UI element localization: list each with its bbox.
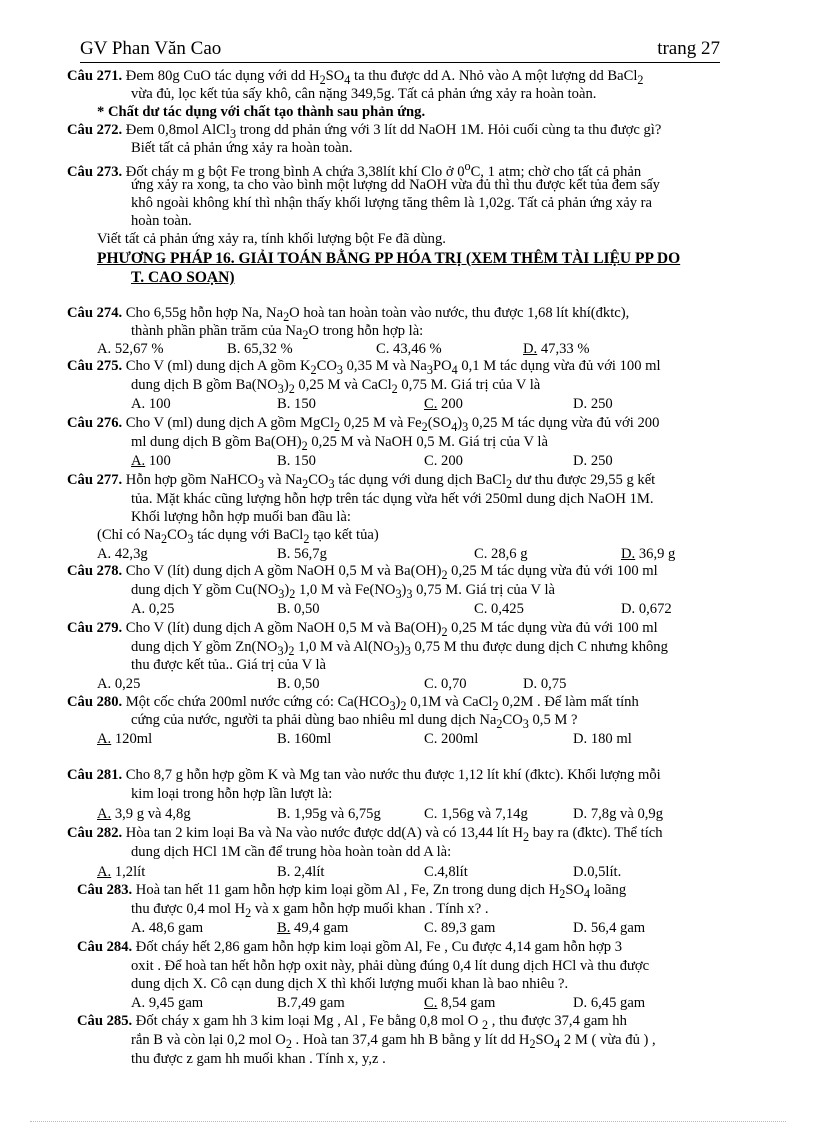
answer-option: C. 200 <box>424 396 463 412</box>
question-text-line: * Chất dư tác dụng với chất tạo thành sau phản ứng. <box>97 104 426 120</box>
answer-option: B. 0,50 <box>277 601 320 617</box>
question-text-line: Câu 283. Hoà tan hết 11 gam hỗn hợp kim loại gồm Al , Fe, Zn trong dung dịch $H_2SO_4$ loãng <box>77 882 627 901</box>
question-text-line: Câu 273. Đốt cháy m g bột Fe trong bình A chứa 3,38lít khí Clo ở 0$^o$C, 1 atm; chờ cho tất cả phản <box>67 159 642 180</box>
question-text-line: Khối lượng hỗn hợp muối ban đầu là: <box>131 509 351 525</box>
answer-option: D. 250 <box>573 453 613 469</box>
question-text-line: (Chỉ có $Na_2CO_3$ tác dụng với BaCl$_2$ tạo kết tủa) <box>97 527 379 546</box>
question-text-line: vừa đủ, lọc kết tủa sấy khô, cân nặng 349,5g. Tất cả phản ứng xảy ra hoàn toàn. <box>131 86 597 102</box>
question-text-line: Câu 282. Hòa tan 2 kim loại Ba và Na vào nước được dd(A) và có 13,44 lít $H_2$ bay ra (đktc). Thể tích <box>67 825 663 844</box>
question-text-line: dung dịch Y gồm $Cu(NO_3)_2$ 1,0 M và $Fe(NO_3)_3$ 0,75 M. Giá trị của V là <box>131 582 556 601</box>
answer-option: D. 47,33 % <box>523 341 590 357</box>
question-text-line: oxit . Để hoà tan hết hỗn hợp oxit này, phải dùng đúng 0,4 lít dung dịch HCl và thu được <box>131 958 650 974</box>
question-text-line: dung dịch HCl 1M cần để trung hòa hoàn toàn dd A là: <box>131 844 452 860</box>
question-text-line: Câu 280. Một cốc chứa 200ml nước cứng có: $Ca(HCO_3)_2$ 0,1M và CaCl$_2$ 0,2M . Để làm mất tính <box>67 694 639 713</box>
answer-option: D. 6,45 gam <box>573 995 646 1011</box>
answer-option: A. 120ml <box>97 731 153 747</box>
section-heading: PHƯƠNG PHÁP 16. GIẢI TOÁN BẰNG PP HÓA TRỊ (XEM THÊM TÀI LIỆU PP DO <box>97 250 681 267</box>
answer-option: B. 65,32 % <box>227 341 293 357</box>
question-text-line: Câu 277. Hỗn hợp gồm NaHCO$_3$ và $Na_2CO_3$ tác dụng với dung dịch BaCl$_2$ dư thu được 29,55 g kết <box>67 472 656 491</box>
question-text-line: Câu 272. Đem 0,8mol AlCl$_3$ trong dd phản ứng với 3 lít dd NaOH 1M. Hỏi cuối cùng ta thu được gì? <box>67 122 662 141</box>
answer-option: A. 9,45 gam <box>131 995 204 1011</box>
answer-option: D. 0,75 <box>523 676 567 692</box>
question-text-line: Câu 276. Cho V (ml) dung dịch A gồm MgCl$_2$ 0,25 M và $Fe_2(SO_4)_3$ 0,25 M tác dụng vừa đủ với 200 <box>67 415 660 434</box>
answer-option: C. 1,56g và 7,14g <box>424 806 528 822</box>
question-text-line: cứng của nước, người ta phải dùng bao nhiêu ml dung dịch $Na_2CO_3$ 0,5 M ? <box>131 712 578 731</box>
answer-option: A. 0,25 <box>97 676 141 692</box>
question-text-line: thành phần phần trăm của $Na_2O$ trong hỗn hợp là: <box>131 323 424 342</box>
answer-option: C. 0,425 <box>474 601 524 617</box>
answer-option: D. 7,8g và 0,9g <box>573 806 663 822</box>
answer-option: D. 56,4 gam <box>573 920 646 936</box>
question-text-line: ứng xảy ra xong, ta cho vào bình một lượng dd NaOH vừa đủ thì thu được kết tủa đem sấy <box>131 177 660 193</box>
answer-option: D. 180 ml <box>573 731 632 747</box>
answer-option: D. 0,672 <box>621 601 672 617</box>
question-text-line: khô ngoài không khí thì nhận thấy khối lượng tăng thêm là 1,02g. Tất cả phản ứng xảy ra <box>131 195 652 211</box>
bottom-divider <box>30 1121 786 1122</box>
answer-option: B. 160ml <box>277 731 332 747</box>
answer-option: B. 0,50 <box>277 676 320 692</box>
question-text-line: Câu 278. Cho V (lít) dung dịch A gồm NaOH 0,5 M và $Ba(OH)_2$ 0,25 M tác dụng vừa đủ với 100 ml <box>67 563 658 582</box>
answer-option: A. 52,67 % <box>97 341 164 357</box>
question-text-line: Câu 281. Cho 8,7 g hỗn hợp gồm K và Mg tan vào nước thu được 1,12 lít khí (đktc). Khối lượng mỗi <box>67 767 661 783</box>
answer-option: B. 150 <box>277 396 316 412</box>
answer-option: B. 49,4 gam <box>277 920 349 936</box>
answer-option: A. 100 <box>131 396 171 412</box>
answer-option: B. 150 <box>277 453 316 469</box>
answer-option: A. 48,6 gam <box>131 920 204 936</box>
answer-option: B. 1,95g và 6,75g <box>277 806 381 822</box>
answer-option: B.7,49 gam <box>277 995 345 1011</box>
question-text-line: Biết tất cả phản ứng xảy ra hoàn toàn. <box>131 140 353 156</box>
question-text-line: hoàn toàn. <box>131 213 192 229</box>
answer-option: D.0,5lít. <box>573 864 622 880</box>
question-text-line: dung dịch B gồm $Ba(NO_3)_2$ 0,25 M và CaCl$_2$ 0,75 M. Giá trị của V là <box>131 377 541 396</box>
answer-option: B. 56,7g <box>277 546 327 562</box>
section-heading: T. CAO SOẠN) <box>131 269 235 286</box>
answer-option: C. 0,70 <box>424 676 467 692</box>
question-text-line: thu được z gam hh muối khan . Tính x, y,z . <box>131 1051 386 1067</box>
answer-option: C. 28,6 g <box>474 546 528 562</box>
answer-option: C. 200ml <box>424 731 479 747</box>
question-text-line: Câu 279. Cho V (lít) dung dịch A gồm NaOH 0,5 M và $Ba(OH)_2$ 0,25 M tác dụng vừa đủ với 100 ml <box>67 620 658 639</box>
answer-option: A. 3,9 g và 4,8g <box>97 806 191 822</box>
page-header <box>80 40 720 63</box>
answer-option: A. 42,3g <box>97 546 148 562</box>
question-text-line: kim loại trong hỗn hợp lần lượt là: <box>131 786 333 802</box>
answer-option: B. 2,4lít <box>277 864 325 880</box>
question-text-line: thu được 0,4 mol $H_2$ và x gam hỗn hợp muối khan . Tính x? . <box>131 901 489 920</box>
question-text-line: Câu 284. Đốt cháy hết 2,86 gam hỗn hợp kim loại gồm Al, Fe , Cu được 4,14 gam hỗn hợp 3 <box>77 939 623 955</box>
answer-option: C.4,8lít <box>424 864 468 880</box>
answer-option: D. 250 <box>573 396 613 412</box>
author-name: GV Phan Văn Cao <box>80 38 222 59</box>
question-text-line: Câu 274. Cho 6,55g hỗn hợp Na, $Na_2O$ hoà tan hoàn toàn vào nước, thu được 1,68 lít khí(đktc), <box>67 305 630 324</box>
answer-option: C. 89,3 gam <box>424 920 496 936</box>
answer-option: A. 0,25 <box>131 601 175 617</box>
answer-option: D. 36,9 g <box>621 546 676 562</box>
question-text-line: dung dịch Y gồm $Zn(NO_3)_2$ 1,0 M và $Al(NO_3)_3$ 0,75 M thu được dung dịch C nhưng không <box>131 639 668 658</box>
question-text-line: Câu 285. Đốt cháy x gam hh 3 kim loại Mg , Al , Fe bằng 0,8 mol O $_2$ , thu được 37,4 gam hh <box>77 1013 627 1032</box>
question-text-line: Câu 275. Cho V (ml) dung dịch A gồm $K_2CO_3$ 0,35 M và $Na_3PO_4$ 0,1 M tác dụng vừa đủ với 100 ml <box>67 358 661 377</box>
answer-option: A. 1,2lít <box>97 864 146 880</box>
question-text-line: ml dung dịch B gồm $Ba(OH)_2$ 0,25 M và NaOH 0,5 M. Giá trị của V là <box>131 434 548 453</box>
question-text-line: tủa. Mặt khác cũng lượng hỗn hợp trên tác dụng vừa hết với 250ml dung dịch NaOH 1M. <box>131 491 654 507</box>
question-text-line: thu được kết tủa.. Giá trị của V là <box>131 657 327 673</box>
question-text-line: dung dịch X. Cô cạn dung dịch X thì khối lượng muối khan là bao nhiêu ?. <box>131 976 569 992</box>
answer-option: A. 100 <box>131 453 171 469</box>
answer-option: C. 43,46 % <box>376 341 442 357</box>
answer-option: C. 8,54 gam <box>424 995 496 1011</box>
question-text-line: Câu 271. Đem 80g CuO tác dụng với dd $H_2SO_4$ ta thu được dd A. Nhỏ vào A một lượng dd BaCl$_2$ <box>67 68 644 87</box>
question-text-line: Viết tất cả phản ứng xảy ra, tính khối lượng bột Fe đã dùng. <box>97 231 446 247</box>
page-number: trang 27 <box>657 38 720 59</box>
question-text-line: rắn B và còn lại 0,2 mol $O_2$ . Hoà tan 37,4 gam hh B bằng y lít dd $H_2SO_4$ 2 M ( vừa đủ ) , <box>131 1032 656 1051</box>
answer-option: C. 200 <box>424 453 463 469</box>
